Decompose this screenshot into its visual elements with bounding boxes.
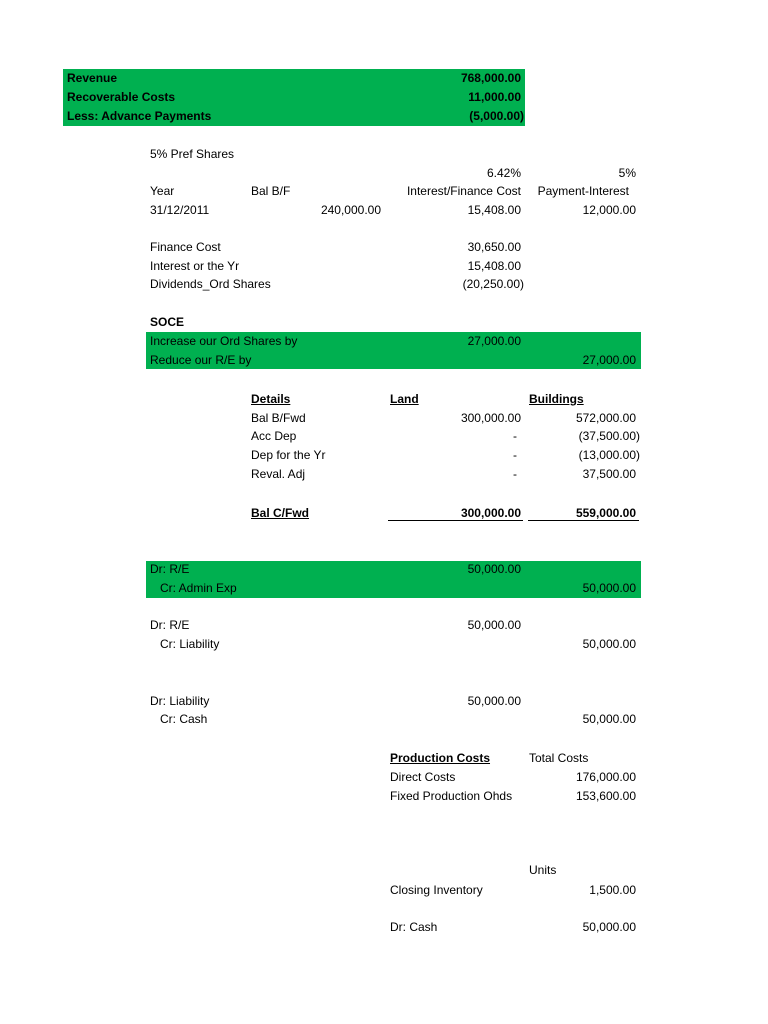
journal1-dr-amount: 50,000.00 [467,562,521,576]
ppe-row-land: - [513,467,517,481]
soce-increase-label: Increase our Ord Shares by [150,334,298,348]
ppe-row-buildings: (37,500.00) [578,429,640,443]
interest-yr-label: Interest or the Yr [150,259,240,273]
dividends-label: Dividends_Ord Shares [150,277,271,291]
finance-cost-value: 30,650.00 [467,240,521,254]
journal2-cr-label: Cr: Liability [160,637,220,651]
interest-rate: 6.42% [486,166,521,180]
finance-cost-label: Finance Cost [150,240,221,254]
interest-yr-value: 15,408.00 [467,259,521,273]
ppe-row-label: Dep for the Yr [251,448,326,462]
bal-bf-header: Bal B/F [251,184,291,198]
ppe-total-label: Bal C/Fwd [251,506,310,520]
journal3-cr-amount: 50,000.00 [582,712,636,726]
ppe-row-land: - [513,448,517,462]
payment-rate: 5% [618,166,636,180]
closing-inventory-label: Closing Inventory [390,883,483,897]
year-header: Year [150,184,175,198]
production-costs-header: Production Costs [390,751,491,765]
ppe-total-land: 300,000.00 [460,506,521,520]
advance-payments-label: Less: Advance Payments [67,109,212,123]
ppe-row-label: Acc Dep [251,429,297,443]
dividends-value: (20,250.00) [462,277,524,291]
pref-shares-title: 5% Pref Shares [150,147,235,161]
soce-increase-value: 27,000.00 [467,334,521,348]
journal3-cr-label: Cr: Cash [160,712,208,726]
journal3-dr-label: Dr: Liability [150,694,210,708]
pref-row-interest: 15,408.00 [467,203,521,217]
pref-row-bal: 240,000.00 [320,203,381,217]
interest-header: Interest/Finance Cost [406,184,521,198]
fixed-production-label: Fixed Production Ohds [390,789,513,803]
journal2-cr-amount: 50,000.00 [582,637,636,651]
ppe-row-label: Bal B/Fwd [251,411,306,425]
ppe-row-buildings: (13,000.00) [578,448,640,462]
fixed-production-value: 153,600.00 [575,789,636,803]
soce-reduce-value: 27,000.00 [582,353,636,367]
journal2-dr-amount: 50,000.00 [467,618,521,632]
ppe-row-land: 300,000.00 [460,411,521,425]
ppe-buildings-header: Buildings [529,392,584,406]
recoverable-costs-label: Recoverable Costs [67,90,176,104]
ppe-row-buildings: 37,500.00 [582,467,636,481]
pref-row-date: 31/12/2011 [150,203,210,217]
dr-cash-value: 50,000.00 [582,920,636,934]
advance-payments-value: (5,000.00) [469,109,524,123]
journal1-cr-amount: 50,000.00 [582,581,636,595]
revenue-label: Revenue [67,71,118,85]
journal1-cr-label: Cr: Admin Exp [160,581,237,595]
pref-row-payment: 12,000.00 [582,203,636,217]
ppe-row-land: - [513,429,517,443]
journal3-dr-amount: 50,000.00 [467,694,521,708]
total-costs-header: Total Costs [529,751,589,765]
ppe-row-label: Reval. Adj [251,467,306,481]
ppe-row-buildings: 572,000.00 [575,411,636,425]
direct-costs-value: 176,000.00 [575,770,636,784]
soce-title: SOCE [150,315,185,329]
ppe-total-buildings: 559,000.00 [575,506,636,520]
dr-cash-label: Dr: Cash [390,920,438,934]
payment-header: Payment-Interest [537,184,629,198]
recoverable-costs-value: 11,000.00 [468,90,521,104]
soce-reduce-label: Reduce our R/E by [150,353,252,367]
revenue-value: 768,000.00 [460,71,521,85]
units-header: Units [529,863,557,877]
journal1-dr-label: Dr: R/E [150,562,190,576]
direct-costs-label: Direct Costs [390,770,456,784]
journal2-dr-label: Dr: R/E [150,618,190,632]
ppe-land-header: Land [390,392,419,406]
ppe-details-header: Details [251,392,291,406]
closing-inventory-value: 1,500.00 [589,883,636,897]
